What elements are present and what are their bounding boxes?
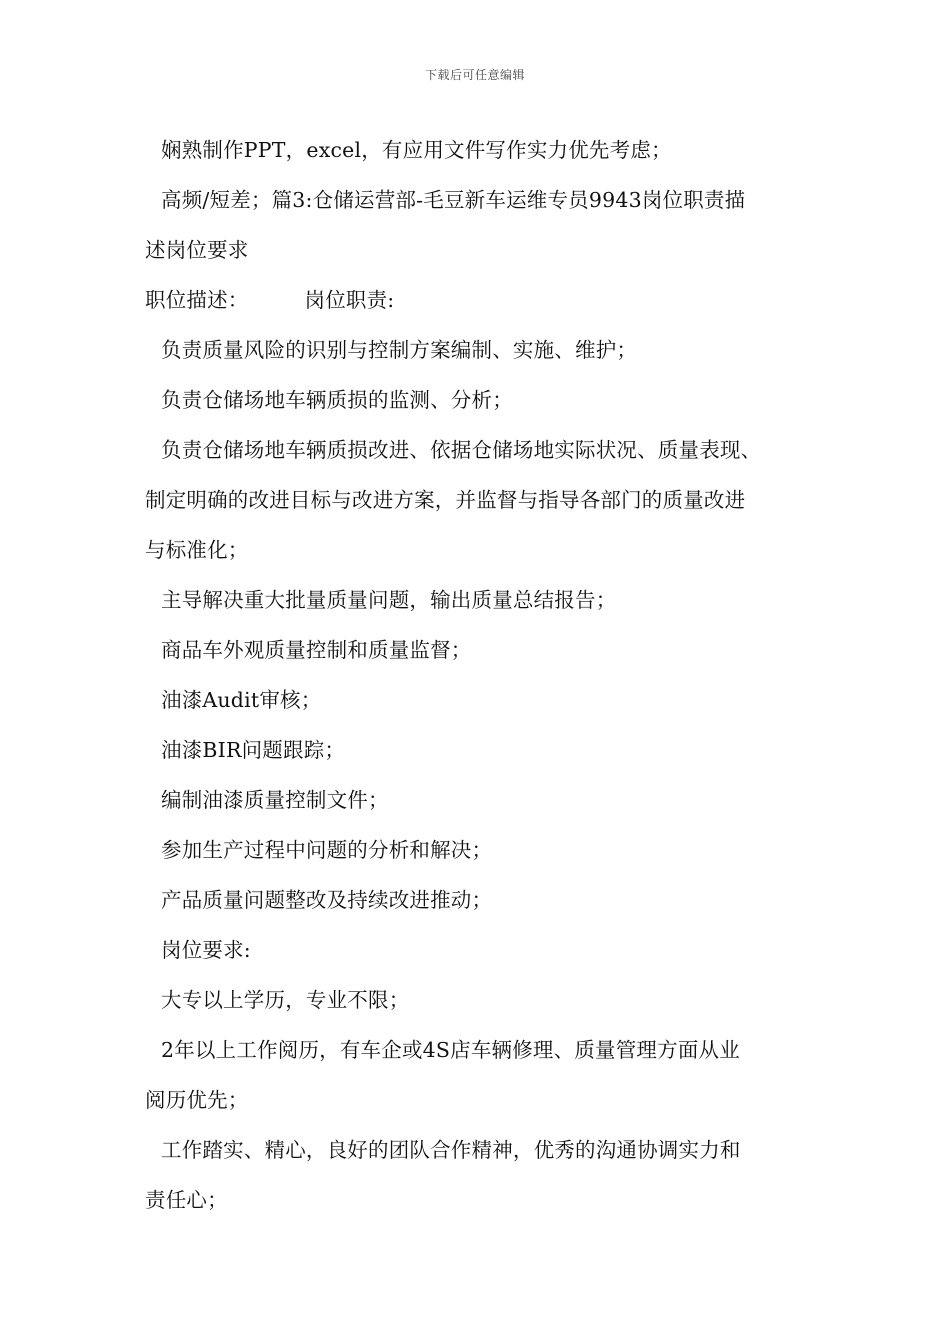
paragraph-line: 负责质量风险的识别与控制方案编制、实施、维护； (161, 338, 638, 362)
paragraph-line: 商品车外观质量控制和质量监督； (161, 638, 472, 662)
paragraph-line: 编制油漆质量控制文件； (161, 788, 389, 812)
paragraph-line: 责任心； (145, 1188, 228, 1212)
paragraph-line: 娴熟制作PPT，excel，有应用文件写作实力优先考虑； (161, 138, 672, 162)
section-heading: 岗位要求: (161, 938, 251, 962)
paragraph-line: 述岗位要求 (145, 238, 249, 262)
paragraph-line (145, 281, 835, 331)
paragraph-line: 2年以上工作阅历，有车企或4S店车辆修理、质量管理方面从业 (161, 1038, 740, 1062)
paragraph-line: 制定明确的改进目标与改进方案，并监督与指导各部门的质量改进 (145, 488, 746, 512)
page-header: 下载后可任意编辑 (424, 68, 525, 82)
paragraph-line: 高频/短差；篇3:仓储运营部-毛豆新车运维专员9943岗位职责描 (161, 188, 746, 212)
paragraph-line: 参加生产过程中问题的分析和解决； (161, 838, 493, 862)
paragraph-line: 工作踏实、精心，良好的团队合作精神，优秀的沟通协调实力和 (161, 1138, 741, 1162)
paragraph-line: 与标准化； (145, 538, 249, 562)
document-body (145, 131, 835, 1231)
paragraph-line: 大专以上学历，专业不限； (161, 988, 410, 1012)
paragraph-line: 负责仓储场地车辆质损的监测、分析； (161, 388, 513, 412)
paragraph-line: 阅历优先； (145, 1088, 249, 1112)
paragraph-line: 产品质量问题整改及持续改进推动； (161, 888, 493, 912)
label-job-description: 职位描述： (145, 288, 249, 312)
paragraph-line: 负责仓储场地车辆质损改进、依据仓储场地实际状况、质量表现、 (161, 438, 762, 462)
paragraph-line: 主导解决重大批量质量问题，输出质量总结报告； (161, 588, 617, 612)
paragraph-line: 油漆Audit审核； (161, 688, 322, 712)
label-job-duties: 岗位职责: (304, 288, 395, 312)
paragraph-line: 油漆BIR问题跟踪； (161, 738, 346, 762)
